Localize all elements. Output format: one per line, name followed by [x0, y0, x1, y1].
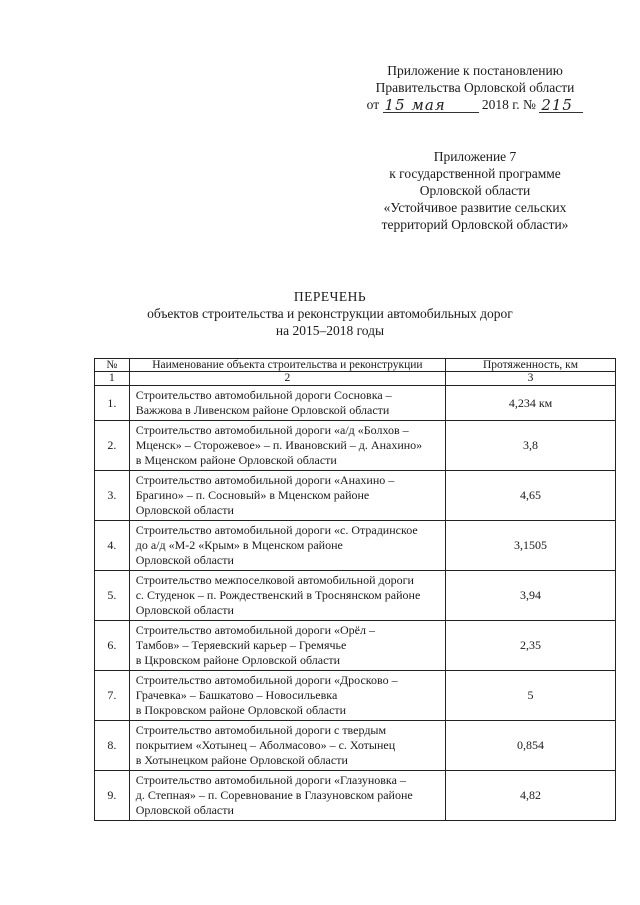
header-name: Наименование объекта строительства и реконструкции [129, 359, 445, 372]
title-period: на 2015–2018 годы [275, 323, 385, 338]
object-name-line: в Покровском районе Орловской области [135, 703, 347, 717]
object-name [129, 521, 445, 571]
object-name-line: Мценск» – Сторожевое» – п. Ивановский – д. Анахино» [135, 438, 423, 452]
object-name [129, 471, 445, 521]
object-name-line: Строительство автомобильной дороги Сосновка – [135, 388, 392, 402]
object-name-line: в Мценском районе Орловской области [135, 453, 337, 467]
table-row [95, 771, 616, 821]
object-length: 2,35 [446, 621, 616, 671]
object-name-line: д. Степная» – п. Соревнование в Глазуновском районе [135, 788, 413, 802]
row-number: 1. [95, 386, 130, 421]
object-length: 3,8 [446, 421, 616, 471]
approval-note [340, 62, 610, 113]
appendix-note [340, 148, 610, 233]
object-name-line: Строительство автомобильной дороги «а/д «Болхов – [135, 423, 409, 437]
object-name [129, 421, 445, 471]
header-length: Протяженность, км [446, 359, 616, 372]
appendix-line-3: Орловской области [419, 183, 531, 198]
table-row [95, 386, 616, 421]
approval-line-2: Правительства Орловской области [375, 80, 575, 95]
object-name-line: до а/д «М-2 «Крым» в Мценском районе [135, 538, 343, 552]
object-name-line: Строительство автомобильной дороги с твердым [135, 723, 387, 737]
object-name [129, 386, 445, 421]
row-number: 8. [95, 721, 130, 771]
row-number: 4. [95, 521, 130, 571]
object-name-line: Грачевка» – Башкатово – Новосильевка [135, 688, 338, 702]
date-signature-line [383, 97, 479, 113]
object-name-line: Орловской области [135, 803, 234, 817]
column-number: 2 [129, 372, 445, 386]
object-length: 5 [446, 671, 616, 721]
object-name-line: покрытием «Хотынец – Аболмасово» – с. Хотынец [135, 738, 396, 752]
row-number: 5. [95, 571, 130, 621]
row-number: 2. [95, 421, 130, 471]
object-name-line: Строительство автомобильной дороги «с. Отрадинское [135, 523, 418, 537]
appendix-line-4: «Устойчивое развитие сельских [383, 200, 567, 215]
object-name-line: Тамбов» – Теряевский карьер – Гремячье [135, 638, 347, 652]
object-length: 0,854 [446, 721, 616, 771]
handwritten-date: 15 мая [384, 96, 446, 114]
object-name [129, 671, 445, 721]
table-row [95, 471, 616, 521]
object-length: 4,65 [446, 471, 616, 521]
object-name-line: Орловской области [135, 503, 234, 517]
object-name [129, 721, 445, 771]
object-name [129, 771, 445, 821]
document-title [60, 288, 600, 339]
appendix-line-5: территорий Орловской области» [381, 217, 569, 232]
object-name-line: Строительство межпоселковой автомобильной дороги [135, 573, 414, 587]
appendix-line-2: к государственной программе [389, 166, 561, 181]
object-name-line: с. Студенок – п. Рождественский в Троснянском районе [135, 588, 421, 602]
approval-date-line [340, 96, 610, 113]
object-name-line: Орловской области [135, 603, 234, 617]
objects-table [94, 358, 616, 821]
object-name [129, 571, 445, 621]
object-name-line: Важжова в Ливенском районе Орловской области [135, 403, 390, 417]
table-row [95, 421, 616, 471]
title-subtitle: объектов строительства и реконструкции автомобильных дорог [147, 306, 513, 321]
table-row [95, 671, 616, 721]
object-name-line: Строительство автомобильной дороги «Орёл – [135, 623, 375, 637]
object-length: 3,1505 [446, 521, 616, 571]
approval-line-1: Приложение к постановлению [387, 63, 563, 78]
object-name [129, 621, 445, 671]
handwritten-number: 215 [541, 96, 573, 114]
object-name-line: Брагино» – п. Сосновый» в Мценском районе [135, 488, 370, 502]
object-name-line: в Цкровском районе Орловской области [135, 653, 341, 667]
title-word: ПЕРЕЧЕНЬ [293, 289, 367, 304]
row-number: 3. [95, 471, 130, 521]
object-name-line: Строительство автомобильной дороги «Глазуновка – [135, 773, 406, 787]
row-number: 7. [95, 671, 130, 721]
object-name-line: Орловской области [135, 553, 234, 567]
row-number: 6. [95, 621, 130, 671]
table-header-row [95, 359, 616, 372]
object-name-line: в Хотынецком районе Орловской области [135, 753, 348, 767]
header-num: № [95, 359, 130, 372]
column-number: 3 [446, 372, 616, 386]
object-length: 4,234 км [446, 386, 616, 421]
appendix-line-1: Приложение 7 [433, 149, 517, 164]
column-number-row [95, 372, 616, 386]
table-row [95, 621, 616, 671]
object-name-line: Строительство автомобильной дороги «Дросково – [135, 673, 398, 687]
object-name-line: Строительство автомобильной дороги «Анахино – [135, 473, 395, 487]
table-row [95, 721, 616, 771]
table-row [95, 571, 616, 621]
approval-year: 2018 г. № [481, 97, 536, 112]
object-length: 4,82 [446, 771, 616, 821]
row-number: 9. [95, 771, 130, 821]
approval-prefix: от [366, 97, 380, 112]
column-number: 1 [95, 372, 130, 386]
table-row [95, 521, 616, 571]
object-length: 3,94 [446, 571, 616, 621]
number-signature-line [539, 97, 583, 113]
